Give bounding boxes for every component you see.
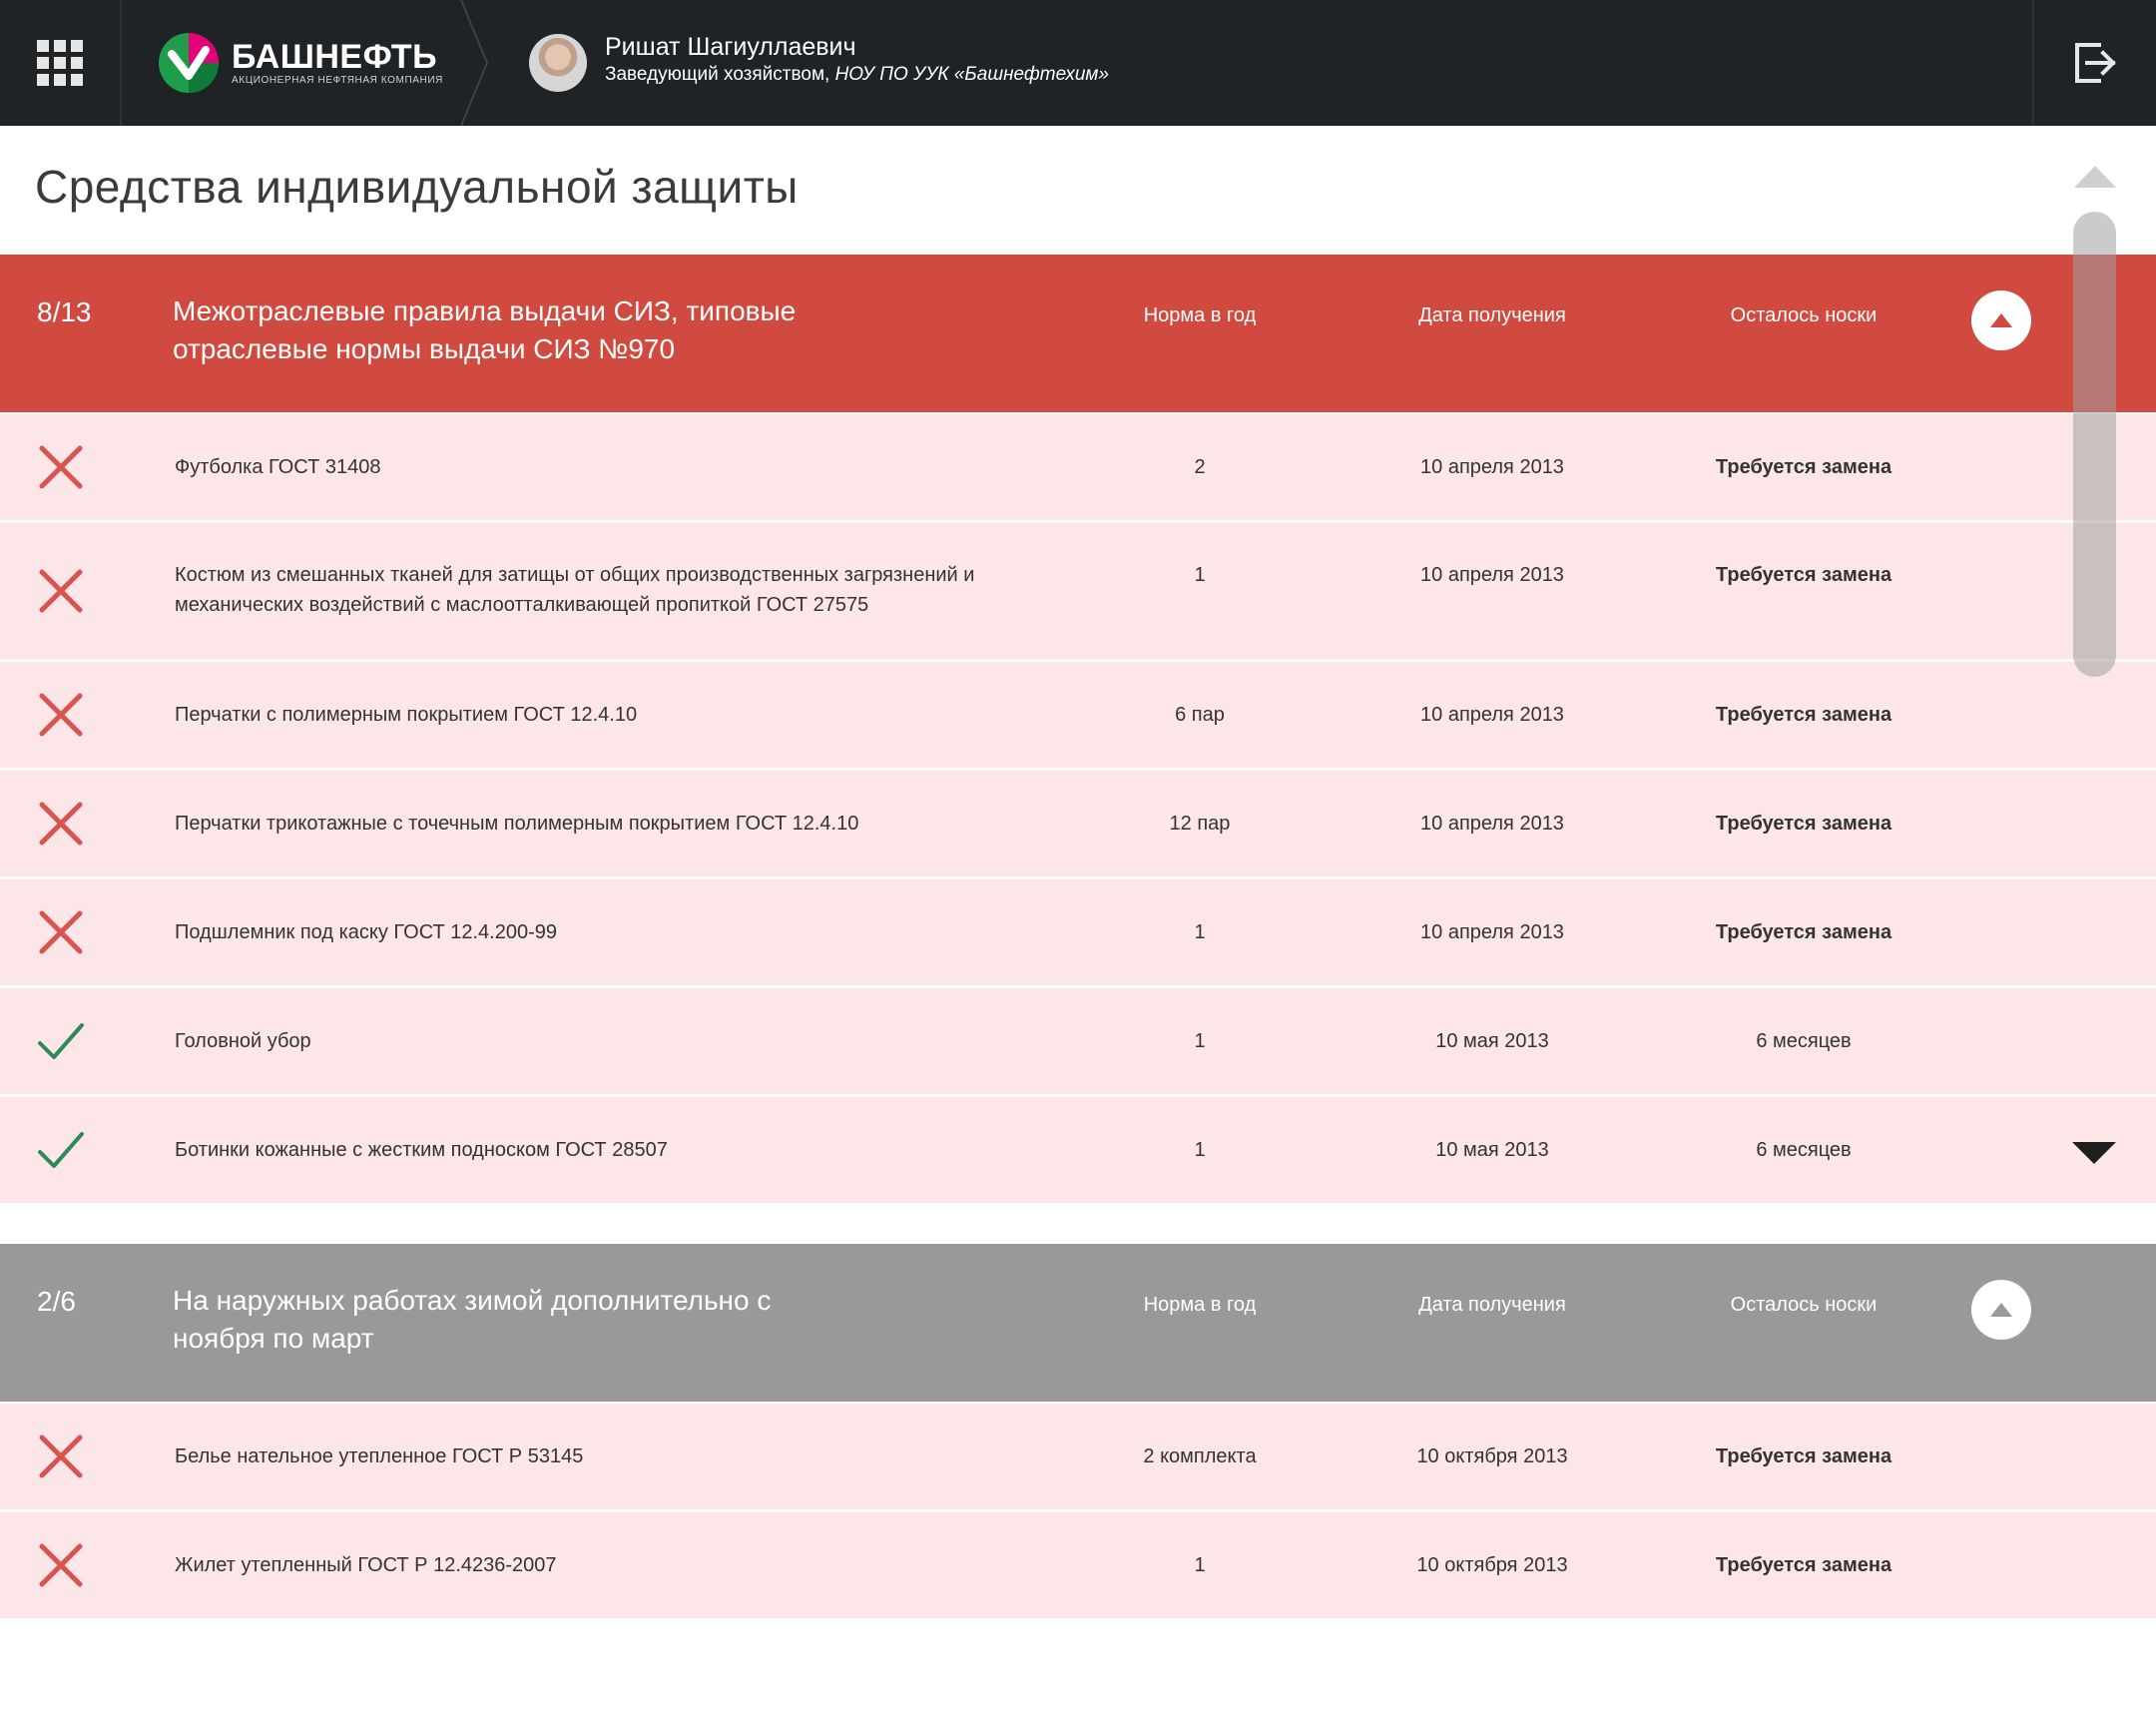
- item-remaining: Требуется замена: [1715, 813, 1892, 835]
- breadcrumb-separator-icon: [459, 0, 489, 126]
- table-row[interactable]: [0, 523, 2156, 659]
- item-date: 10 апреля 2013: [1420, 921, 1564, 943]
- item-remaining: Требуется замена: [1715, 1445, 1892, 1467]
- table-row[interactable]: [0, 988, 2156, 1094]
- table-row[interactable]: [0, 771, 2156, 876]
- item-norm: 6 пар: [1175, 704, 1225, 726]
- item-date: 10 апреля 2013: [1420, 704, 1564, 726]
- item-name: Костюм из смешанных тканей для затищы от общих производственных загрязнений и механических воздействий с маслоотталкивающей пропиткой ГОСТ 27575: [175, 564, 975, 616]
- item-norm: 1: [1194, 1554, 1206, 1576]
- logout-icon: [2071, 39, 2119, 87]
- item-name: Перчатки трикотажные с точечным полимерным покрытием ГОСТ 12.4.10: [175, 813, 859, 835]
- column-header-remaining: Осталось носки: [1730, 304, 1878, 326]
- checkmark-icon: [36, 1016, 86, 1066]
- group-header-winter-outdoor[interactable]: [0, 1244, 2156, 1402]
- item-remaining: Требуется замена: [1715, 456, 1892, 478]
- item-date: 10 октября 2013: [1416, 1554, 1568, 1576]
- cross-icon: [36, 690, 86, 740]
- caret-up-icon: [1990, 1303, 2012, 1317]
- item-date: 10 апреля 2013: [1420, 813, 1564, 835]
- cross-icon: [36, 1540, 86, 1590]
- checkmark-icon: [36, 1125, 86, 1175]
- user-organization: НОУ ПО УУК «Башнефтехим»: [834, 64, 1109, 85]
- user-role: [605, 64, 1109, 86]
- column-header-date: Дата получения: [1418, 1294, 1566, 1316]
- group-count: 8/13: [37, 296, 92, 327]
- user-position: Заведующий хозяйством,: [605, 64, 830, 85]
- scrollbar-thumb[interactable]: [2073, 212, 2116, 677]
- table-row[interactable]: [0, 879, 2156, 985]
- column-header-norm: Норма в год: [1143, 304, 1257, 326]
- table-row[interactable]: [0, 1404, 2156, 1509]
- bashneft-emblem-icon: [158, 32, 220, 94]
- cross-icon: [36, 566, 86, 616]
- cross-icon: [36, 907, 86, 957]
- cross-icon: [36, 1432, 86, 1481]
- apps-menu-button[interactable]: [0, 0, 122, 126]
- table-row[interactable]: [0, 1097, 2156, 1203]
- group-count: 2/6: [37, 1286, 76, 1317]
- item-remaining: 6 месяцев: [1756, 1139, 1852, 1161]
- user-avatar[interactable]: [529, 34, 587, 92]
- item-remaining: 6 месяцев: [1756, 1030, 1852, 1052]
- item-norm: 2: [1194, 456, 1206, 478]
- item-remaining: Требуется замена: [1715, 1554, 1892, 1576]
- logout-button[interactable]: [2032, 0, 2156, 126]
- column-header-norm: Норма в год: [1143, 1294, 1257, 1316]
- item-date: 10 апреля 2013: [1420, 456, 1564, 478]
- cross-icon: [36, 442, 86, 492]
- group-header-norms-970[interactable]: [0, 255, 2156, 412]
- collapse-group-button[interactable]: [1971, 290, 2031, 350]
- table-row[interactable]: [0, 1512, 2156, 1618]
- item-date: 10 апреля 2013: [1420, 564, 1564, 586]
- item-name: Подшлемник под каску ГОСТ 12.4.200-99: [175, 921, 557, 943]
- collapse-group-button[interactable]: [1971, 1280, 2031, 1340]
- item-date: 10 октября 2013: [1416, 1445, 1568, 1467]
- brand-subtitle: АКЦИОНЕРНАЯ НЕФТЯНАЯ КОМПАНИЯ: [232, 75, 443, 86]
- item-norm: 12 пар: [1169, 813, 1231, 835]
- scroll-down-arrow-icon[interactable]: [2072, 1142, 2116, 1166]
- brand-name: БАШНЕФТЬ: [232, 38, 438, 76]
- item-remaining: Требуется замена: [1715, 921, 1892, 943]
- item-name: Белье нательное утепленное ГОСТ Р 53145: [175, 1445, 584, 1467]
- item-date: 10 мая 2013: [1435, 1030, 1549, 1052]
- item-norm: 2 комплекта: [1143, 1445, 1257, 1467]
- item-norm: 1: [1194, 1139, 1206, 1161]
- group-title: На наружных работах зимой дополнительно с ноября по март: [173, 1285, 772, 1354]
- column-header-remaining: Осталось носки: [1730, 1294, 1878, 1316]
- top-bar: [0, 0, 2156, 126]
- table-row[interactable]: [0, 662, 2156, 768]
- scroll-up-arrow-icon[interactable]: [2074, 166, 2116, 190]
- cross-icon: [36, 799, 86, 849]
- item-norm: 1: [1194, 921, 1206, 943]
- item-remaining: Требуется замена: [1715, 564, 1892, 586]
- item-date: 10 мая 2013: [1435, 1139, 1549, 1161]
- item-name: Футболка ГОСТ 31408: [175, 456, 381, 478]
- item-remaining: Требуется замена: [1715, 704, 1892, 726]
- item-name: Ботинки кожанные с жестким подноском ГОСТ 28507: [175, 1139, 668, 1161]
- item-name: Перчатки с полимерным покрытием ГОСТ 12.4.10: [175, 704, 638, 726]
- item-norm: 1: [1194, 564, 1206, 586]
- table-row[interactable]: [0, 414, 2156, 520]
- caret-up-icon: [1990, 313, 2012, 327]
- column-header-date: Дата получения: [1418, 304, 1566, 326]
- apps-grid-icon: [37, 40, 83, 86]
- item-name: Головной убор: [175, 1030, 311, 1052]
- item-name: Жилет утепленный ГОСТ Р 12.4236-2007: [175, 1554, 557, 1576]
- page-title: Средства индивидуальной защиты: [35, 161, 799, 213]
- user-name: Ришат Шагиуллаевич: [605, 33, 856, 61]
- group-title: Межотраслевые правила выдачи СИЗ, типовые отраслевые нормы выдачи СИЗ №970: [173, 295, 797, 364]
- item-norm: 1: [1194, 1030, 1206, 1052]
- brand-logo[interactable]: [158, 32, 443, 94]
